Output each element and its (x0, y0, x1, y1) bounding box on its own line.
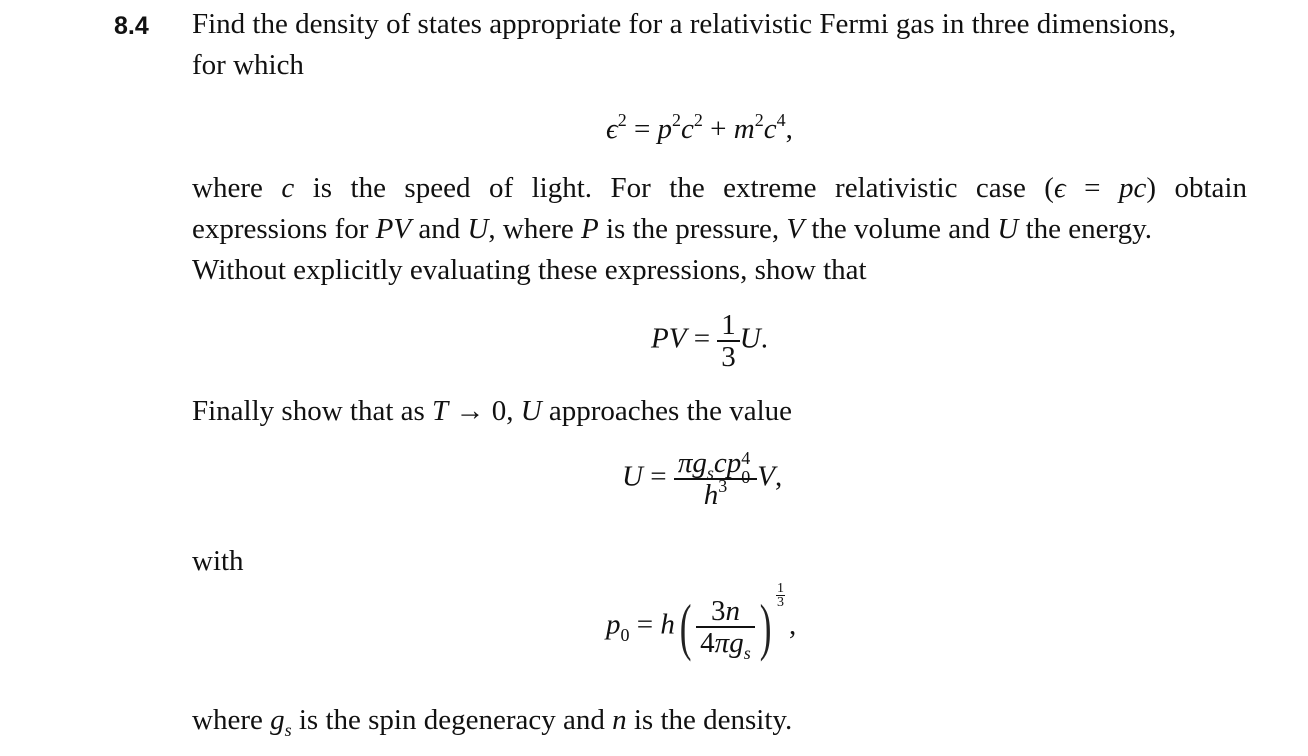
pc-symbol: pc (1118, 172, 1147, 204)
text: is the pressure, (598, 213, 787, 245)
comma: , (785, 113, 793, 145)
energy-limit-equation (622, 448, 782, 510)
pi-symbol: π (714, 627, 730, 659)
equals-sign: = (642, 460, 674, 493)
limit-paragraph (192, 391, 1247, 432)
fermi-momentum-equation (606, 581, 797, 663)
subscript: 0 (620, 624, 630, 645)
period: . (760, 322, 768, 355)
pi-symbol: π (677, 447, 693, 479)
equals-sign: = (626, 113, 658, 145)
denominator (696, 627, 755, 663)
numerator: 1 (777, 581, 785, 596)
para2-line-3: Without explicitly evaluating these expressions, show that (192, 254, 867, 286)
text: is the speed of light. For the extreme relativistic case ( (294, 172, 1054, 204)
numerator (696, 596, 755, 628)
pv-equation (651, 310, 768, 372)
text: is the density. (626, 704, 793, 736)
subscript: s (743, 643, 751, 663)
energy-symbol: U (520, 395, 542, 427)
text: and (411, 213, 468, 245)
density-symbol: n (612, 704, 627, 736)
text: ) obtain (1146, 172, 1247, 204)
problem-intro (192, 4, 1247, 86)
pv-symbol: PV (375, 213, 412, 245)
subscript: s (706, 463, 714, 483)
speed-of-light-symbol: c (713, 447, 727, 479)
para2-line-2 (192, 209, 1247, 250)
energy-symbol: U (997, 213, 1019, 245)
mass-symbol: m (733, 113, 755, 145)
plus-sign: + (702, 113, 734, 145)
energy-momentum-equation (606, 112, 793, 146)
speed-of-light-symbol: c (681, 113, 694, 145)
text: Finally show that as (192, 395, 433, 427)
intro-line-2: for which (192, 49, 304, 81)
text: is the spin degeneracy and (291, 704, 613, 736)
numerator: 1 (717, 310, 740, 342)
momentum-symbol: p (657, 113, 673, 145)
text: where (192, 172, 282, 204)
energy-symbol: U (467, 213, 489, 245)
pv-symbol: PV (651, 322, 687, 355)
denominator: 3 (721, 341, 736, 373)
momentum-symbol: p (726, 447, 742, 479)
relativistic-paragraph (192, 168, 1247, 291)
subscript: s (284, 720, 292, 740)
volume-symbol: V (757, 460, 775, 493)
equals-sign: = (686, 322, 718, 355)
planck-symbol: h (703, 479, 719, 511)
para3-line (192, 391, 1247, 432)
exponent: 2 (672, 110, 682, 130)
text: the volume and (804, 213, 998, 245)
volume-symbol: V (786, 213, 805, 245)
arrow-text: → 0, (448, 395, 521, 427)
degeneracy-symbol: g (729, 627, 744, 659)
text: expressions for (192, 213, 376, 245)
planck-symbol: h (660, 608, 675, 641)
temperature-symbol: T (432, 395, 449, 427)
density-fraction (696, 595, 755, 663)
comma: , (789, 608, 797, 641)
speed-of-light-symbol: c (763, 113, 777, 145)
pressure-symbol: P (581, 213, 599, 245)
energy-symbol: U (739, 322, 761, 355)
numerator: $\pi g_scp$ 4 0 (674, 448, 757, 480)
text: approaches the value (541, 395, 793, 427)
one-third-exponent (776, 582, 785, 609)
text: the energy. (1018, 213, 1153, 245)
epsilon-symbol: ϵ (606, 113, 618, 145)
exponent: 2 (754, 110, 764, 130)
energy-symbol: U (622, 460, 643, 493)
degeneracy-symbol: g (692, 447, 707, 479)
final-line (192, 700, 1247, 741)
degeneracy-symbol: g (270, 704, 285, 736)
text: where (192, 704, 271, 736)
text: , where (488, 213, 581, 245)
comma: , (774, 460, 783, 493)
para2-line-1 (192, 168, 1247, 209)
momentum-symbol: p (606, 608, 621, 641)
denominator: 3 (777, 595, 785, 610)
coefficient: 3 (710, 595, 726, 627)
text: with (192, 545, 244, 577)
energy-fraction (674, 448, 757, 510)
speed-of-light-symbol: c (281, 172, 295, 204)
right-paren: ) (759, 591, 772, 662)
equals-sign: = (629, 608, 661, 641)
exponent: 4 (776, 110, 786, 130)
one-third-fraction (717, 310, 740, 372)
exponent: 2 (617, 110, 627, 130)
problem-number: 8.4 (114, 12, 149, 40)
epsilon-symbol: ϵ (1053, 172, 1066, 204)
density-symbol: n (725, 595, 740, 627)
equals-sign: = (1065, 172, 1119, 204)
intro-line-1: Find the density of states appropriate for a relativistic Fermi gas in three dimensions, (192, 8, 1177, 40)
coefficient: 4 (700, 627, 715, 659)
left-paren: ( (679, 591, 692, 662)
with-text (192, 541, 1247, 582)
exponent: 2 (693, 110, 703, 130)
final-paragraph (192, 700, 1247, 741)
exponent: 3 (718, 476, 728, 496)
